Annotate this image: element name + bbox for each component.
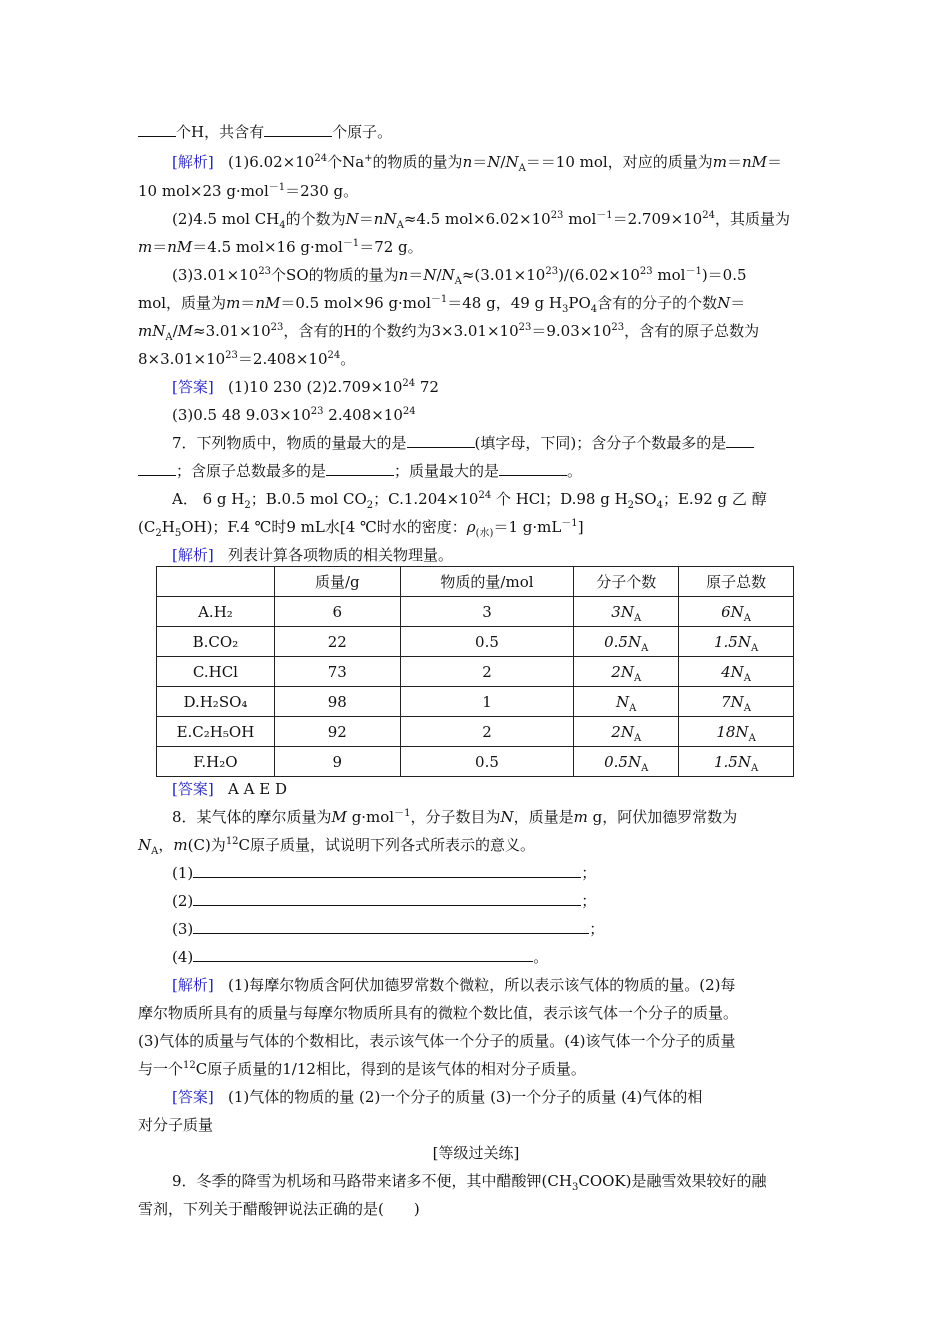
q6-analysis-1: [解析] $(1)6.02\times 10^{24}$个Na+的物质的量为$n=N/N_A==10$ mol，对应的质量为m＝nM＝ [172, 153, 783, 174]
table-cell: $7N_A$ [679, 687, 794, 717]
q6-answer-2: (3)0.5 48 $9.03\times 10^{23}$ $2.408\times 10^{24}$ [172, 406, 416, 424]
q6-analysis-1b: 10 mol×23 g·mol$^{-1}$＝230 g。 [138, 182, 359, 200]
table-cell: F.H₂O [157, 747, 275, 777]
table-header-cell: 物质的量/mol [400, 567, 574, 597]
table-row [157, 627, 794, 657]
table-cell: $6N_A$ [679, 597, 794, 627]
table-header-row [157, 567, 794, 597]
table-cell: 98 [274, 687, 400, 717]
q8-stem-2: $N_A$，m(C)为$^{12}$C原子质量，试说明下列各式所表示的意义。 [138, 836, 536, 857]
q6-analysis-3b: mol，质量为m＝nM＝0.5 mol×96 g·mol$^{-1}$＝48 g，49 g $H_3PO_4$含有的分子的个数N＝ [138, 294, 746, 315]
table-cell: 6 [274, 597, 400, 627]
q8-analysis-1: [解析] (1)每摩尔物质含阿伏加德罗常数个微粒，所以表示该气体的物质的量。(2)每 [172, 976, 736, 994]
table-cell: D.H₂SO₄ [157, 687, 275, 717]
answer-tag: [答案] [172, 1088, 214, 1106]
answer-tag: [答案] [172, 378, 214, 396]
table-cell: 73 [274, 657, 400, 687]
table-cell: 3 [400, 597, 574, 627]
q7-options-2: $(C_2H_5OH)$；F.4 ℃时9 mL水[4 ℃时水的密度：$\rho_{(水)}=1$ $g\cdot mL^{-1}$] [138, 518, 584, 539]
q6-analysis-3: $(3)3.01\times 10^{23}$个SO的物质的量为$n=N/N_A\approx(3.01\times 10^{23})/(6.02\times 10^{23}$ mol$^{-1}$)＝0.5 [172, 266, 747, 287]
table-cell: 0.5 [400, 627, 574, 657]
table-cell: 2 [400, 717, 574, 747]
section-title: [等级过关练] [432, 1144, 520, 1162]
table-header-cell: 分子个数 [574, 567, 679, 597]
analysis-tag: [解析] [172, 546, 214, 564]
table-cell: $2N_A$ [574, 717, 679, 747]
table-cell: $0.5N_A$ [574, 627, 679, 657]
table-cell: 1 [400, 687, 574, 717]
table-cell: A.H₂ [157, 597, 275, 627]
table-cell: C.HCl [157, 657, 275, 687]
q7-options-1: A． 6 g $H_2$；B.0.5 mol $CO_2$；$C.1.204\times 10^{24}$ 个 HCl；D.98 g $H_2SO_4$；E.92 g 乙 醇 [172, 490, 767, 511]
table-cell: $3N_A$ [574, 597, 679, 627]
table-header-cell [157, 567, 275, 597]
q8-blank-1: (1) ； [172, 864, 597, 882]
table-cell: $18N_A$ [679, 717, 794, 747]
q6-analysis-3d: $8\times 3.01\times 10^{23}=2.408\times 10^{24}$。 [138, 350, 356, 368]
table-cell: $1.5N_A$ [679, 627, 794, 657]
q9-stem-1: 9．冬季的降雪为机场和马路带来诸多不便，其中醋酸钾$(CH_3COOK)$是融雪效果较好的融 [172, 1172, 767, 1193]
table-row [157, 717, 794, 747]
table-cell: $4N_A$ [679, 657, 794, 687]
q8-stem-1: 8．某气体的摩尔质量为M g·mol$^{-1}$，分子数目为N，质量是m g，阿伏加德罗常数为 [172, 808, 738, 826]
table-row [157, 657, 794, 687]
analysis-tag: [解析] [172, 976, 214, 994]
table-cell: $2N_A$ [574, 657, 679, 687]
q7-answer: [答案] A A E D [172, 780, 287, 798]
q7-stem-2: ；含原子总数最多的是 ；质量最大的是 。 [138, 461, 814, 481]
analysis-tag: [解析] [172, 153, 214, 171]
table-row [157, 747, 794, 777]
q6-answer-1: [答案] (1)10 230 $(2)2.709\times 10^{24}$ 72 [172, 378, 439, 396]
table-cell: B.CO₂ [157, 627, 275, 657]
table-cell: $1.5N_A$ [679, 747, 794, 777]
q7-data-table [156, 566, 794, 777]
table-header-cell: 质量/g [274, 567, 400, 597]
table-cell: 92 [274, 717, 400, 747]
q8-blank-3: (3) ； [172, 920, 605, 938]
q8-blank-2: (2) ； [172, 892, 597, 910]
q9-stem-2: 雪剂，下列关于醋酸钾说法正确的是( ) [138, 1200, 420, 1218]
table-row [157, 597, 794, 627]
q6-analysis-2b: m＝nM＝4.5 mol×16 g·mol$^{-1}$＝72 g。 [138, 238, 423, 256]
q8-answer-1: [答案] (1)气体的物质的量 (2)一个分子的质量 (3)一个分子的质量 (4)气体的相 [172, 1088, 703, 1106]
q8-analysis-2: 摩尔物质所具有的质量与每摩尔物质所具有的微粒个数比值，表示该气体一个分子的质量。 [138, 1004, 739, 1022]
q6-tail-line: 个H，共含有 个原子。 [138, 122, 814, 142]
table-cell: 9 [274, 747, 400, 777]
q8-answer-2: 对分子质量 [138, 1116, 214, 1134]
q7-analysis: [解析] 列表计算各项物质的相关物理量。 [172, 546, 454, 564]
table-cell: $N_A$ [574, 687, 679, 717]
q6-analysis-2: (2)4.5 mol $CH_4$的个数为$N=nN_A\approx 4.5$ $mol\times 6.02\times 10^{23}$ $mol^{-1}=2.709\times 10^{24}$，其质量为 [172, 210, 790, 231]
q8-analysis-4: 与一个$^{12}$C原子质量的1/12相比，得到的是该气体的相对分子质量。 [138, 1060, 586, 1078]
table-cell: E.C₂H₅OH [157, 717, 275, 747]
q6-analysis-3c: $mN_A/M\approx 3.01\times 10^{23}$，含有的H的个数约为$3\times 3.01\times 10^{23}=9.03\times 10^{23}$，含有的原子总数为 [138, 322, 760, 343]
answer-tag: [答案] [172, 780, 214, 798]
q7-stem-1: 7．下列物质中，物质的量最大的是 (填字母，下同)；含分子个数最多的是 [172, 433, 814, 453]
table-header-cell: 原子总数 [679, 567, 794, 597]
table-cell: 2 [400, 657, 574, 687]
table-cell: 22 [274, 627, 400, 657]
q8-blank-4: (4) 。 [172, 948, 549, 966]
table-cell: 0.5 [400, 747, 574, 777]
table-row [157, 687, 794, 717]
q8-analysis-3: (3)气体的质量与气体的个数相比，表示该气体一个分子的质量。(4)该气体一个分子的质量 [138, 1032, 736, 1050]
table-cell: $0.5N_A$ [574, 747, 679, 777]
